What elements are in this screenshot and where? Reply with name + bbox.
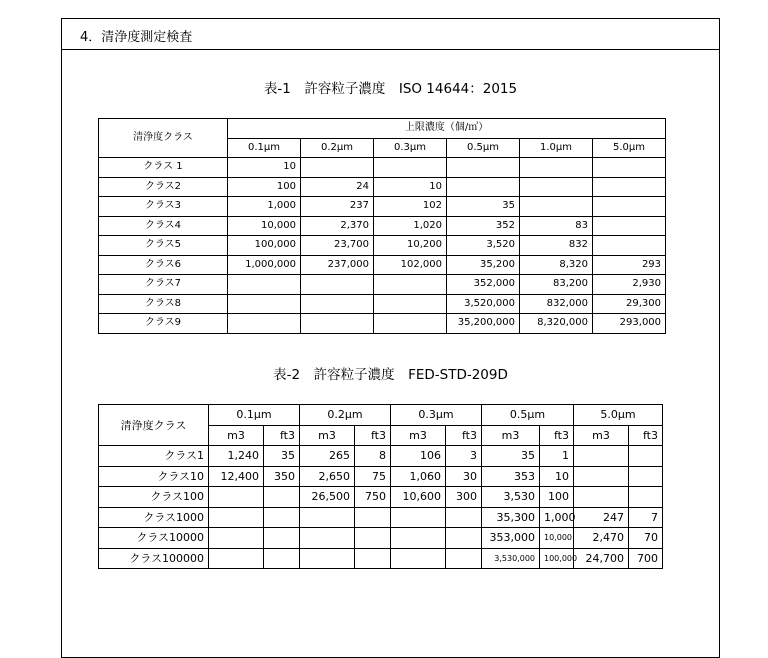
concentration-cell: 750 xyxy=(355,487,391,508)
concentration-cell xyxy=(629,466,663,487)
concentration-cell xyxy=(593,216,666,236)
concentration-cell: 3,520,000 xyxy=(447,294,520,314)
concentration-cell: 8,320 xyxy=(520,255,593,275)
unit-header: m3 xyxy=(574,425,629,446)
concentration-cell: 237 xyxy=(301,197,374,217)
table-row xyxy=(99,528,663,549)
concentration-cell: 8 xyxy=(355,446,391,467)
concentration-cell xyxy=(447,177,520,197)
concentration-cell xyxy=(574,487,629,508)
concentration-cell xyxy=(520,197,593,217)
concentration-cell xyxy=(520,158,593,178)
particle-size-header: 0.2μm xyxy=(301,138,374,158)
concentration-cell xyxy=(301,158,374,178)
concentration-cell xyxy=(228,275,301,295)
table-row xyxy=(99,275,666,295)
table-row xyxy=(99,446,663,467)
particle-size-header: 0.3μm xyxy=(374,138,447,158)
concentration-cell: 350 xyxy=(264,466,300,487)
class-label: クラス3 xyxy=(99,197,228,217)
concentration-cell xyxy=(629,446,663,467)
concentration-cell: 1 xyxy=(540,446,574,467)
table-row xyxy=(99,466,663,487)
class-label: クラス100 xyxy=(99,487,209,508)
concentration-cell: 35 xyxy=(264,446,300,467)
concentration-cell xyxy=(391,507,446,528)
concentration-cell xyxy=(593,236,666,256)
table1-title: 表-1 許容粒子濃度 ISO 14644：2015 xyxy=(263,81,518,97)
concentration-cell xyxy=(264,507,300,528)
class-label: クラス7 xyxy=(99,275,228,295)
concentration-cell: 3,530 xyxy=(482,487,540,508)
concentration-cell xyxy=(446,507,482,528)
unit-header: m3 xyxy=(300,425,355,446)
concentration-cell xyxy=(301,294,374,314)
concentration-cell xyxy=(301,275,374,295)
concentration-cell: 35 xyxy=(447,197,520,217)
class-label: クラス100000 xyxy=(99,548,209,569)
class-column-header: 清浄度クラス xyxy=(99,405,209,446)
concentration-cell xyxy=(300,528,355,549)
concentration-cell xyxy=(228,314,301,334)
fed-particle-table xyxy=(98,404,663,569)
table-row xyxy=(99,177,666,197)
unit-header: ft3 xyxy=(264,425,300,446)
concentration-cell: 10,000 xyxy=(228,216,301,236)
particle-size-header: 0.2μm xyxy=(300,405,391,426)
concentration-cell xyxy=(374,158,447,178)
table-row xyxy=(99,197,666,217)
concentration-cell xyxy=(446,548,482,569)
concentration-cell xyxy=(209,487,264,508)
class-label: クラス2 xyxy=(99,177,228,197)
concentration-cell xyxy=(209,507,264,528)
concentration-cell: 10 xyxy=(540,466,574,487)
concentration-cell: 100,000 xyxy=(540,548,574,569)
concentration-cell xyxy=(264,548,300,569)
concentration-cell: 353,000 xyxy=(482,528,540,549)
concentration-cell: 23,700 xyxy=(301,236,374,256)
unit-header: m3 xyxy=(209,425,264,446)
concentration-cell: 2,650 xyxy=(300,466,355,487)
section-heading: 4．清浄度測定検査 xyxy=(80,30,193,45)
limit-concentration-header: 上限濃度（個/㎥） xyxy=(228,119,666,139)
concentration-cell: 1,000 xyxy=(540,507,574,528)
concentration-cell: 10,000 xyxy=(540,528,574,549)
particle-size-header: 5.0μm xyxy=(574,405,663,426)
concentration-cell: 1,240 xyxy=(209,446,264,467)
concentration-cell xyxy=(629,487,663,508)
particle-size-header: 0.3μm xyxy=(391,405,482,426)
table-row xyxy=(99,255,666,275)
particle-size-header: 0.1μm xyxy=(228,138,301,158)
concentration-cell: 35,300 xyxy=(482,507,540,528)
concentration-cell: 700 xyxy=(629,548,663,569)
concentration-cell: 35 xyxy=(482,446,540,467)
concentration-cell: 100,000 xyxy=(228,236,301,256)
concentration-cell: 1,060 xyxy=(391,466,446,487)
concentration-cell: 352,000 xyxy=(447,275,520,295)
class-label: クラス10 xyxy=(99,466,209,487)
particle-size-header: 0.5μm xyxy=(447,138,520,158)
concentration-cell: 12,400 xyxy=(209,466,264,487)
unit-header: ft3 xyxy=(629,425,663,446)
particle-size-header: 0.5μm xyxy=(482,405,574,426)
concentration-cell xyxy=(593,158,666,178)
class-label: クラス10000 xyxy=(99,528,209,549)
concentration-cell xyxy=(355,528,391,549)
unit-header: ft3 xyxy=(355,425,391,446)
concentration-cell xyxy=(374,294,447,314)
class-label: クラス1 xyxy=(99,446,209,467)
concentration-cell: 832 xyxy=(520,236,593,256)
concentration-cell: 352 xyxy=(447,216,520,236)
concentration-cell xyxy=(228,294,301,314)
concentration-cell: 10,600 xyxy=(391,487,446,508)
concentration-cell xyxy=(301,314,374,334)
concentration-cell: 3,530,000 xyxy=(482,548,540,569)
concentration-cell: 24 xyxy=(301,177,374,197)
concentration-cell: 26,500 xyxy=(300,487,355,508)
section-heading-bar xyxy=(62,19,719,50)
class-label: クラス4 xyxy=(99,216,228,236)
concentration-cell: 75 xyxy=(355,466,391,487)
concentration-cell xyxy=(264,528,300,549)
table-row xyxy=(99,314,666,334)
particle-size-header: 5.0μm xyxy=(593,138,666,158)
unit-header: m3 xyxy=(391,425,446,446)
concentration-cell: 35,200 xyxy=(447,255,520,275)
unit-header: ft3 xyxy=(446,425,482,446)
concentration-cell: 3,520 xyxy=(447,236,520,256)
concentration-cell: 100 xyxy=(540,487,574,508)
concentration-cell: 7 xyxy=(629,507,663,528)
table-row xyxy=(99,294,666,314)
concentration-cell xyxy=(209,528,264,549)
header-row xyxy=(99,119,666,139)
class-label: クラス9 xyxy=(99,314,228,334)
concentration-cell xyxy=(391,528,446,549)
concentration-cell: 237,000 xyxy=(301,255,374,275)
table-row xyxy=(99,216,666,236)
concentration-cell xyxy=(593,197,666,217)
concentration-cell: 8,320,000 xyxy=(520,314,593,334)
concentration-cell xyxy=(574,446,629,467)
concentration-cell: 1,000,000 xyxy=(228,255,301,275)
concentration-cell xyxy=(300,548,355,569)
concentration-cell: 10 xyxy=(228,158,301,178)
table-row xyxy=(99,548,663,569)
concentration-cell: 832,000 xyxy=(520,294,593,314)
concentration-cell: 300 xyxy=(446,487,482,508)
class-label: クラス1000 xyxy=(99,507,209,528)
table-row xyxy=(99,158,666,178)
concentration-cell: 24,700 xyxy=(574,548,629,569)
concentration-cell: 293 xyxy=(593,255,666,275)
class-label: クラス 1 xyxy=(99,158,228,178)
particle-size-header: 1.0μm xyxy=(520,138,593,158)
concentration-cell: 293,000 xyxy=(593,314,666,334)
concentration-cell xyxy=(355,548,391,569)
concentration-cell xyxy=(593,177,666,197)
concentration-cell: 2,930 xyxy=(593,275,666,295)
concentration-cell: 83 xyxy=(520,216,593,236)
concentration-cell: 1,000 xyxy=(228,197,301,217)
class-column-header: 清浄度クラス xyxy=(99,119,228,158)
concentration-cell: 106 xyxy=(391,446,446,467)
table-row xyxy=(99,507,663,528)
unit-header: ft3 xyxy=(540,425,574,446)
class-label: クラス8 xyxy=(99,294,228,314)
concentration-cell xyxy=(355,507,391,528)
concentration-cell xyxy=(446,528,482,549)
concentration-cell: 247 xyxy=(574,507,629,528)
concentration-cell: 102 xyxy=(374,197,447,217)
concentration-cell xyxy=(520,177,593,197)
concentration-cell: 102,000 xyxy=(374,255,447,275)
concentration-cell: 30 xyxy=(446,466,482,487)
table2-title: 表-2 許容粒子濃度 FED-STD-209D xyxy=(273,367,508,383)
concentration-cell: 10 xyxy=(374,177,447,197)
concentration-cell xyxy=(374,275,447,295)
class-label: クラス6 xyxy=(99,255,228,275)
concentration-cell xyxy=(391,548,446,569)
concentration-cell: 2,370 xyxy=(301,216,374,236)
concentration-cell: 2,470 xyxy=(574,528,629,549)
concentration-cell: 3 xyxy=(446,446,482,467)
concentration-cell: 83,200 xyxy=(520,275,593,295)
concentration-cell: 100 xyxy=(228,177,301,197)
concentration-cell xyxy=(574,466,629,487)
concentration-cell: 353 xyxy=(482,466,540,487)
concentration-cell xyxy=(209,548,264,569)
concentration-cell xyxy=(447,158,520,178)
class-label: クラス5 xyxy=(99,236,228,256)
concentration-cell xyxy=(374,314,447,334)
concentration-cell xyxy=(300,507,355,528)
iso-particle-table xyxy=(98,118,666,334)
concentration-cell: 70 xyxy=(629,528,663,549)
document-frame xyxy=(61,18,720,658)
table-row xyxy=(99,236,666,256)
concentration-cell: 265 xyxy=(300,446,355,467)
concentration-cell xyxy=(264,487,300,508)
concentration-cell: 1,020 xyxy=(374,216,447,236)
concentration-cell: 29,300 xyxy=(593,294,666,314)
concentration-cell: 10,200 xyxy=(374,236,447,256)
header-row xyxy=(99,405,663,426)
concentration-cell: 35,200,000 xyxy=(447,314,520,334)
unit-header: m3 xyxy=(482,425,540,446)
table-row xyxy=(99,487,663,508)
particle-size-header: 0.1μm xyxy=(209,405,300,426)
